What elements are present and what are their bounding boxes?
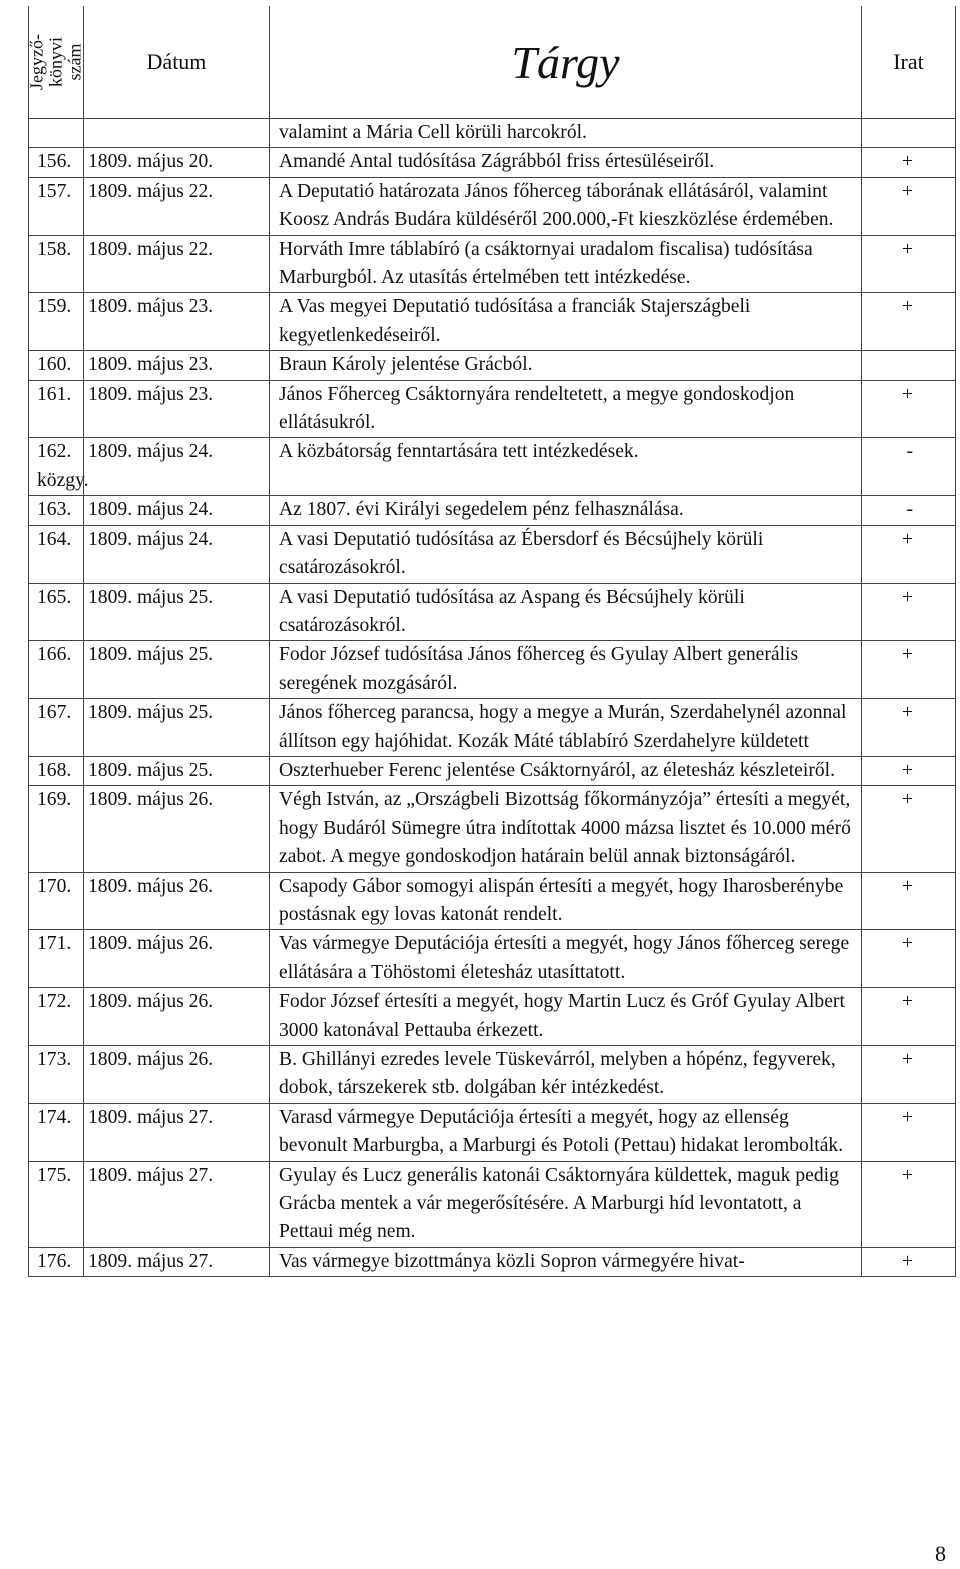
table-row	[29, 380, 956, 438]
entry-date: 1809. május 26.	[84, 930, 270, 988]
entry-document: +	[862, 1046, 956, 1104]
entry-date: 1809. május 27.	[84, 1247, 270, 1276]
table-row	[29, 1046, 956, 1104]
entry-number	[29, 119, 84, 148]
entry-date: 1809. május 26.	[84, 786, 270, 872]
entry-subject: Fodor József tudósítása János főherceg és Gyulay Albert generális seregének mozgásáról.	[270, 641, 862, 699]
entry-subject: Gyulay és Lucz generális katonái Csáktornyára küldettek, maguk pedig Grácba mentek a vár megerősítésére. A Marburgi híd levontatott, a Pettaui még nem.	[270, 1161, 862, 1247]
table-row	[29, 1247, 956, 1276]
entry-number	[29, 988, 84, 1046]
entry-number-value: 171.	[37, 933, 72, 955]
entry-date	[84, 119, 270, 148]
entry-number	[29, 583, 84, 641]
entry-document: +	[862, 988, 956, 1046]
header-subject: Tárgy	[270, 6, 862, 119]
entry-date: 1809. május 24.	[84, 525, 270, 583]
entry-number	[29, 1161, 84, 1247]
entry-date: 1809. május 23.	[84, 380, 270, 438]
entry-date: 1809. május 25.	[84, 756, 270, 785]
entry-number-value: 157.	[37, 180, 72, 202]
entry-subject: Fodor József értesíti a megyét, hogy Martin Lucz és Gróf Gyulay Albert 3000 katonával Pettauba érkezett.	[270, 988, 862, 1046]
entry-subject: János főherceg parancsa, hogy a megye a Murán, Szerdahelynél azonnal állítson egy hajóhidat. Kozák Máté táblabíró Szerdahelyre küldetett	[270, 699, 862, 757]
entry-number	[29, 1046, 84, 1104]
entry-subject: Vas vármegye Deputációja értesíti a megyét, hogy János főherceg serege ellátására a Töhöstomi életesház utasíttatott.	[270, 930, 862, 988]
page-number: 8	[935, 1541, 946, 1566]
entry-subject: Amandé Antal tudósítása Zágrábból friss értesüléseiről.	[270, 148, 862, 177]
entry-document: +	[862, 930, 956, 988]
entry-number-value: 173.	[37, 1049, 72, 1070]
entry-number	[29, 1247, 84, 1276]
table-row	[29, 930, 956, 988]
header-date: Dátum	[84, 6, 270, 119]
entry-subject: János Főherceg Csáktornyára rendeltetett, a megye gondoskodjon ellátásukról.	[270, 380, 862, 438]
entry-subject: A Vas megyei Deputatió tudósítása a franciák Stajerszágbeli kegyetlenkedéseiről.	[270, 293, 862, 351]
entry-number	[29, 786, 84, 872]
entry-number	[29, 756, 84, 785]
entry-number-value: 162.	[37, 441, 72, 463]
entry-number-value: 158.	[37, 238, 72, 260]
entry-date: 1809. május 20.	[84, 148, 270, 177]
entry-document: +	[862, 583, 956, 641]
table-row	[29, 293, 956, 351]
entry-subject: Vas vármegye bizottmánya közli Sopron vármegyére hivat-	[270, 1247, 862, 1276]
entry-number	[29, 351, 84, 380]
entry-document: +	[862, 1247, 956, 1276]
entry-subject: B. Ghillányi ezredes levele Tüskevárról, melyben a hópénz, fegyverek, dobok, társzekerek stb. dolgában kér intézkedést.	[270, 1046, 862, 1104]
entry-date: 1809. május 22.	[84, 177, 270, 235]
table-row	[29, 148, 956, 177]
entry-number-note: közgy.	[37, 469, 89, 491]
entry-document: +	[862, 786, 956, 872]
entry-subject: Oszterhueber Ferenc jelentése Csáktornyáról, az életesház készleteiről.	[270, 756, 862, 785]
entry-number	[29, 641, 84, 699]
table-row	[29, 583, 956, 641]
entry-document: -	[862, 438, 956, 496]
entry-subject: Az 1807. évi Királyi segedelem pénz felhasználása.	[270, 496, 862, 525]
register-table	[28, 6, 956, 1277]
entry-date: 1809. május 23.	[84, 351, 270, 380]
continuation-row	[29, 119, 956, 148]
entry-date: 1809. május 24.	[84, 438, 270, 496]
entry-document: +	[862, 380, 956, 438]
entry-subject: A Deputatió határozata János főherceg táborának ellátásáról, valamint Koosz András Budára küldéséről 200.000,-Ft kieszközlése érdemében.	[270, 177, 862, 235]
entry-document: +	[862, 293, 956, 351]
entry-number-value: 159.	[37, 296, 72, 318]
entry-number-value: 169.	[37, 789, 72, 811]
entry-document: +	[862, 699, 956, 757]
entry-number-value: 170.	[37, 875, 72, 897]
table-row	[29, 1161, 956, 1247]
entry-subject: A vasi Deputatió tudósítása az Ébersdorf és Bécsújhely körüli csatározásokról.	[270, 525, 862, 583]
entry-number-value: 176.	[37, 1250, 72, 1272]
entry-subject: A közbátorság fenntartására tett intézkedések.	[270, 438, 862, 496]
table-row	[29, 756, 956, 785]
header-number-label: Jegyző- könyvi szám	[26, 34, 85, 90]
entry-document: +	[862, 235, 956, 293]
entry-document: -	[862, 496, 956, 525]
entry-document: +	[862, 1103, 956, 1161]
entry-number	[29, 380, 84, 438]
table-row	[29, 235, 956, 293]
entry-number-value: 161.	[37, 383, 72, 405]
entry-number-value: 172.	[37, 991, 72, 1013]
entry-date: 1809. május 23.	[84, 293, 270, 351]
entry-number-value: 156.	[37, 151, 72, 173]
entry-date: 1809. május 25.	[84, 641, 270, 699]
entry-number-value: 168.	[37, 759, 72, 781]
entry-number	[29, 293, 84, 351]
entry-document: +	[862, 641, 956, 699]
entry-date: 1809. május 25.	[84, 583, 270, 641]
entry-number	[29, 930, 84, 988]
table-row	[29, 872, 956, 930]
entry-date: 1809. május 27.	[84, 1103, 270, 1161]
entry-number	[29, 872, 84, 930]
entry-subject: Csapody Gábor somogyi alispán értesíti a megyét, hogy Iharosberénybe postásnak egy lovas katonát rendelt.	[270, 872, 862, 930]
entry-number-value: 164.	[37, 528, 72, 550]
entry-number	[29, 235, 84, 293]
entry-document	[862, 119, 956, 148]
table-row	[29, 1103, 956, 1161]
entry-subject: Braun Károly jelentése Grácból.	[270, 351, 862, 380]
table-row	[29, 525, 956, 583]
table-row	[29, 786, 956, 872]
entry-number	[29, 699, 84, 757]
entry-date: 1809. május 27.	[84, 1161, 270, 1247]
entry-document: +	[862, 756, 956, 785]
entry-subject: Horváth Imre táblabíró (a csáktornyai uradalom fiscalisa) tudósítása Marburgból. Az utasítás értelmében tett intézkedése.	[270, 235, 862, 293]
entry-date: 1809. május 22.	[84, 235, 270, 293]
entry-subject: Varasd vármegye Deputációja értesíti a megyét, hogy az ellenség bevonult Marburgba, a Marburgi és Potoli (Pettau) hidakat lerombolták.	[270, 1103, 862, 1161]
entry-subject: Végh István, az „Országbeli Bizottság főkormányzója” értesíti a megyét, hogy Budáról Sümegre útra indítottak 4000 mázsa lisztet és 10.000 mérő zabot. A megye gondoskodjon határain belül annak biztonságáról.	[270, 786, 862, 872]
table-row	[29, 177, 956, 235]
entry-date: 1809. május 26.	[84, 872, 270, 930]
entry-number	[29, 438, 89, 496]
table-row	[29, 699, 956, 757]
entry-number-value: 166.	[37, 644, 72, 666]
entry-date: 1809. május 24.	[84, 496, 270, 525]
entry-number-value: 167.	[37, 702, 72, 724]
entry-number-value: 160.	[37, 354, 72, 376]
entry-date: 1809. május 25.	[84, 699, 270, 757]
entry-date: 1809. május 26.	[84, 988, 270, 1046]
entry-subject: valamint a Mária Cell körüli harcokról.	[270, 119, 862, 148]
header-row	[29, 6, 956, 119]
entry-document: +	[862, 872, 956, 930]
entry-number-value: 165.	[37, 586, 72, 608]
entry-number-value: 174.	[37, 1106, 72, 1128]
entry-document: +	[862, 1161, 956, 1247]
header-number	[26, 6, 85, 119]
table-row	[29, 641, 956, 699]
table-row	[29, 988, 956, 1046]
entry-document: +	[862, 177, 956, 235]
entry-number	[29, 148, 84, 177]
entry-number	[29, 525, 84, 583]
entry-document	[862, 351, 956, 380]
table-row	[29, 496, 956, 525]
table-row	[29, 438, 956, 496]
entry-number-value: 175.	[37, 1164, 72, 1186]
entry-document: +	[862, 148, 956, 177]
entry-subject: A vasi Deputatió tudósítása az Aspang és Bécsújhely körüli csatározásokról.	[270, 583, 862, 641]
entry-number-value: 163.	[37, 499, 72, 521]
entry-number	[29, 496, 84, 525]
entry-number	[29, 177, 84, 235]
entry-number	[29, 1103, 84, 1161]
entry-document: +	[862, 525, 956, 583]
entry-date: 1809. május 26.	[84, 1046, 270, 1104]
header-document: Irat	[862, 6, 956, 119]
table-row	[29, 351, 956, 380]
